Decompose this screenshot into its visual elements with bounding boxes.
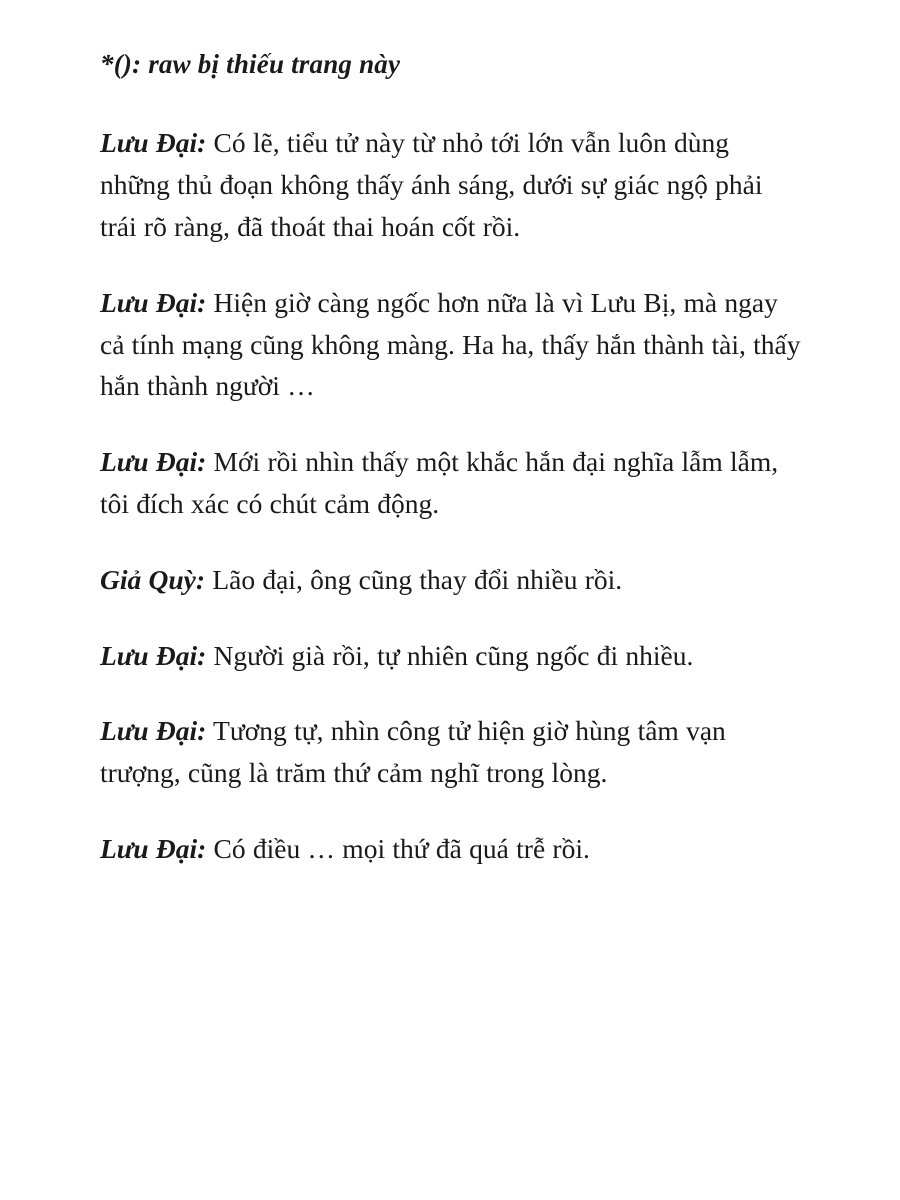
dialogue-line: [100, 441, 804, 525]
speech-text: Lão đại, ông cũng thay đổi nhiều rồi.: [205, 563, 623, 595]
translator-note: *(): raw bị thiếu trang này: [100, 49, 401, 79]
speech-text: Tương tự, nhìn công tử hiện giờ hùng tâm vạn trượng, cũng là trăm thứ cảm nghĩ trong lòng.: [100, 715, 726, 789]
speech-text: Có lẽ, tiểu tử này từ nhỏ tới lớn vẫn luôn dùng những thủ đoạn không thấy ánh sáng, dưới sự giác ngộ phải trái rõ ràng, đã thoát thai hoán cốt rồi.: [100, 127, 763, 243]
speaker-name: Lưu Đại:: [100, 446, 207, 478]
dialogue-line: [100, 122, 804, 247]
speaker-name: Lưu Đại:: [100, 639, 207, 671]
dialogue-line: [100, 828, 804, 870]
dialogue-line: [100, 559, 804, 601]
speech-text: Có điều … mọi thứ đã quá trễ rồi.: [206, 833, 590, 864]
speech-text: Mới rồi nhìn thấy một khắc hắn đại nghĩa lẫm lẫm, tôi đích xác có chút cảm động.: [100, 446, 779, 520]
dialogue-line: [100, 635, 804, 677]
speech-text: Hiện giờ càng ngốc hơn nữa là vì Lưu Bị, mà ngay cả tính mạng cũng không màng. Ha ha, thấy hắn thành tài, thấy hắn thành người …: [100, 286, 801, 402]
speech-text: Người già rồi, tự nhiên cũng ngốc đi nhiều.: [206, 639, 694, 671]
dialogue-line: [100, 710, 804, 794]
speaker-name: Lưu Đại:: [100, 715, 207, 747]
speaker-name: Lưu Đại:: [100, 286, 207, 318]
speaker-name: Lưu Đại:: [100, 127, 207, 159]
speaker-name: Lưu Đại:: [100, 833, 207, 864]
dialogue-line: [100, 282, 804, 407]
speaker-name: Giả Quỳ:: [100, 563, 206, 595]
